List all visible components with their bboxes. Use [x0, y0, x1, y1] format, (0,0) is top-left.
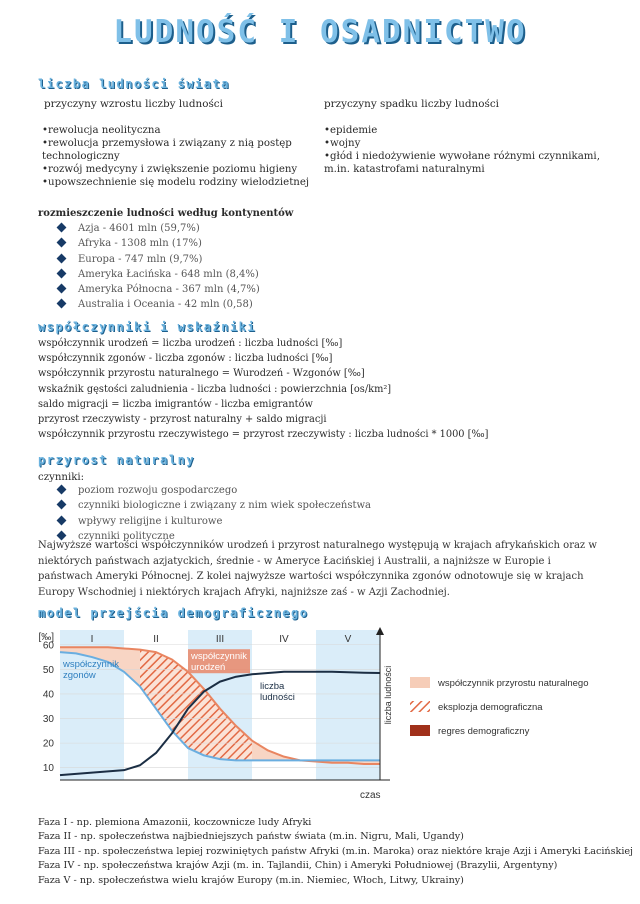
- legend-label: współczynnik przyrostu naturalnego: [438, 678, 589, 689]
- growth-cause: •rewolucja przemysłowa i związany z nią postęp: [42, 138, 292, 149]
- continent-item: Ameryka Północna - 367 mln (4,7%): [58, 282, 260, 297]
- diamond-bullet-icon: [57, 268, 67, 278]
- decline-cause: m.in. katastrofami naturalnymi: [324, 164, 485, 175]
- indicator-formula: współczynnik przyrostu rzeczywistego = przyrost rzeczywisty : liczba ludności * 1000 [‰]: [38, 429, 489, 441]
- legend-label: regres demograficzny: [438, 726, 530, 737]
- birth-rate-label: współczynnik: [191, 651, 247, 663]
- y-tick-label: 20: [42, 738, 54, 750]
- phase-description: Faza III - np. społeczeństwa lepiej rozwiniętych państw Afryki (m.in. Maroka) oraz niektóre kraje Azji i Ameryki Łacińskiej: [38, 845, 634, 857]
- y-tick-label: 10: [42, 763, 54, 775]
- population-label: ludności: [260, 692, 295, 704]
- indicator-formula: przyrost rzeczywisty - przyrost naturalny + saldo migracji: [38, 414, 327, 426]
- growth-cause: technologiczny: [42, 151, 120, 162]
- diamond-bullet-icon: [57, 515, 67, 525]
- y2-axis-label: liczba ludności: [383, 665, 393, 725]
- diamond-bullet-icon: [57, 485, 67, 495]
- factors-list: [58, 483, 371, 544]
- phase-description: Faza II - np. społeczeństwa najbiedniejszych państw świata (m.in. Nigru, Mali, Ugandy): [38, 831, 464, 843]
- indicator-formula: saldo migracji = liczba imigrantów - liczba emigrantów: [38, 398, 313, 410]
- phase-label: III: [215, 634, 225, 645]
- population-label: liczba: [260, 681, 285, 693]
- section-heading-demographic-model: model przejścia demograficznego: [38, 606, 309, 620]
- legend-swatch: [410, 701, 430, 712]
- indicators-list: [38, 336, 488, 442]
- growth-causes-list: [42, 124, 309, 189]
- page-title: LUDNOŚĆ I OSADNICTWO: [113, 14, 527, 50]
- y-tick-label: 50: [42, 664, 54, 676]
- section-heading-population: liczba ludności świata: [38, 77, 230, 91]
- phase-label: V: [344, 634, 352, 645]
- section-heading-indicators: współczynniki i wskaźniki: [38, 320, 257, 334]
- diamond-bullet-icon: [57, 299, 67, 309]
- phase-label: II: [153, 634, 159, 645]
- natural-growth-paragraph: Najwyższe wartości współczynników urodzeń i przyrost naturalnego występują w krajach afrykańskich oraz w niektórych państwach azjatyckich, średnie - w Ameryce Łacińskiej i Australii, a najniższe w Europie i państwach Ameryki Północnej. Z kolei najwyższe wartości współczynnika zgonów odnotowuje się w krajach Europy Wschodniej i niektórych krajach Afryki, najniższe zaś - w Azji Zachodniej.: [38, 540, 597, 598]
- diamond-bullet-icon: [57, 253, 67, 263]
- diamond-bullet-icon: [57, 223, 67, 233]
- death-rate-label: zgonów: [63, 669, 96, 681]
- continent-item: Afryka - 1308 mln (17%): [58, 236, 260, 251]
- indicator-formula: wskaźnik gęstości zaludnienia - liczba ludności : powierzchnia [os/km²]: [38, 383, 392, 395]
- growth-cause: •rewolucja neolityczna: [42, 125, 161, 136]
- y-tick-label: 40: [42, 689, 54, 701]
- decline-causes-heading: przyczyny spadku liczby ludności: [324, 98, 499, 110]
- legend-swatch: [410, 677, 430, 688]
- phase-label: I: [90, 634, 94, 645]
- phase-band: [316, 630, 380, 780]
- continent-item: Australia i Oceania - 42 mln (0,58): [58, 297, 260, 312]
- legend-label: eksplozja demograficzna: [438, 702, 543, 713]
- decline-cause: •głód i niedożywienie wywołane różnymi czynnikami,: [324, 151, 600, 162]
- growth-cause: •rozwój medycyny i zwiększenie poziomu higieny: [42, 164, 298, 175]
- section-heading-natural-growth: przyrost naturalny: [38, 453, 196, 467]
- factor-item: wpływy religijne i kulturowe: [58, 514, 371, 529]
- x-axis-label: czas: [360, 790, 381, 801]
- phases-list: [38, 816, 633, 888]
- factor-item: poziom rozwoju gospodarczego: [58, 483, 371, 498]
- continent-item: Azja - 4601 mln (59,7%): [58, 221, 260, 236]
- continents-heading: rozmieszczenie ludności według kontynentów: [38, 208, 294, 219]
- growth-causes-heading: przyczyny wzrostu liczby ludności: [44, 98, 223, 110]
- diamond-bullet-icon: [57, 500, 67, 510]
- decline-cause: •epidemie: [324, 125, 378, 136]
- growth-cause: •upowszechnienie się modelu rodziny wielodzietnej: [42, 177, 310, 188]
- continent-item: Ameryka Łacińska - 648 mln (8,4%): [58, 267, 260, 282]
- legend-swatch: [410, 725, 430, 736]
- diamond-bullet-icon: [57, 284, 67, 294]
- death-rate-label: współczynnik: [63, 658, 119, 670]
- indicator-formula: współczynnik przyrostu naturalnego = Wurodzeń - Wzgonów [‰]: [38, 368, 365, 380]
- decline-causes-list: [324, 124, 600, 176]
- y-tick-label: 30: [42, 714, 54, 726]
- decline-cause: •wojny: [324, 138, 361, 149]
- diamond-bullet-icon: [57, 238, 67, 248]
- phase-description: Faza V - np. społeczeństwa wielu krajów Europy (m.in. Niemiec, Włoch, Litwy, Ukrainy): [38, 874, 464, 886]
- indicator-formula: współczynnik zgonów - liczba zgonów : liczba ludności [‰]: [38, 353, 333, 365]
- demographic-transition-chart: [30, 625, 610, 805]
- factor-item: czynniki polityczne: [58, 529, 371, 544]
- factor-item: czynniki biologiczne i związany z nim wiek społeczeństwa: [58, 498, 371, 513]
- phase-description: Faza I - np. plemiona Amazonii, koczownicze ludy Afryki: [38, 817, 312, 828]
- indicator-formula: współczynnik urodzeń = liczba urodzeń : liczba ludności [‰]: [38, 338, 343, 349]
- birth-rate-label: urodzeń: [191, 662, 226, 674]
- y-tick-label: 60: [42, 640, 54, 652]
- phase-label: IV: [279, 634, 289, 645]
- y-axis-label: [‰]: [38, 632, 54, 643]
- continent-item: Europa - 747 mln (9,7%): [58, 252, 260, 267]
- continents-list: [58, 221, 260, 313]
- factors-label: czynniki:: [38, 472, 85, 483]
- phase-description: Faza IV - np. społeczeństwa krajów Azji (m. in. Tajlandii, Chin) i Ameryki Południowej (Brazylii, Argentyny): [38, 860, 558, 872]
